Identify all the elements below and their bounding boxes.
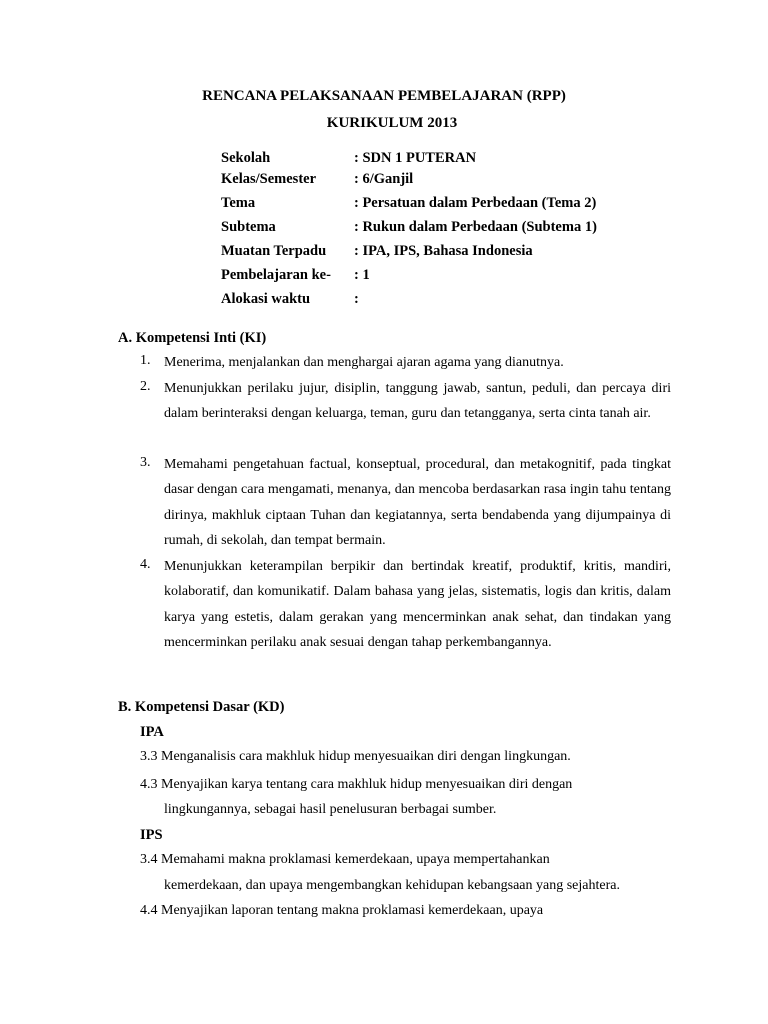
- ki-item-number: 3.: [140, 455, 151, 470]
- subject-label-ipa: IPA: [140, 724, 164, 740]
- identity-value-muatan: : IPA, IPS, Bahasa Indonesia: [354, 243, 533, 259]
- identity-label-kelas: Kelas/Semester: [221, 171, 317, 187]
- ki-item-text: Menunjukkan keterampilan berpikir dan bertindak kreatif, produktif, kritis, mandiri, kolaboratif, dan komunikatif. Dalam bahasa yang jelas, sistematis, logis dan kritis, dalam karya yang estetis, dalam gerakan yang mencerminkan anak sehat, dan tindakan yang mencerminkan perilaku anak sesuai dengan tahap perkembangannya.: [164, 559, 671, 650]
- identity-label-pembelajaran: Pembelajaran ke-: [221, 267, 331, 283]
- kd-item-text: 3.4 Memahami makna proklamasi kemerdekaan, upaya mempertahankan: [140, 852, 550, 867]
- identity-value-alokasi: :: [354, 291, 359, 307]
- document-subtitle: KURIKULUM 2013: [326, 115, 458, 131]
- section-heading-ki: A. Kompetensi Inti (KI): [118, 330, 267, 346]
- kd-item-text: 3.3 Menganalisis cara makhluk hidup menyesuaikan diri dengan lingkungan.: [140, 749, 571, 764]
- kd-item-text: 4.4 Menyajikan laporan tentang makna proklamasi kemerdekaan, upaya: [140, 903, 544, 918]
- kd-item-continuation: lingkungannya, sebagai hasil penelusuran berbagai sumber.: [164, 802, 497, 817]
- identity-value-subtema: : Rukun dalam Perbedaan (Subtema 1): [354, 219, 597, 235]
- identity-label-muatan: Muatan Terpadu: [221, 243, 327, 259]
- ki-item-number: 1.: [140, 353, 151, 368]
- identity-value-kelas: : 6/Ganjil: [354, 171, 414, 187]
- identity-value-sekolah: : SDN 1 PUTERAN: [354, 150, 477, 166]
- section-heading-kd: B. Kompetensi Dasar (KD): [118, 699, 285, 715]
- kd-item-text: 4.3 Menyajikan karya tentang cara makhluk hidup menyesuaikan diri dengan: [140, 777, 573, 792]
- identity-value-tema: : Persatuan dalam Perbedaan (Tema 2): [354, 195, 597, 211]
- ki-item-number: 4.: [140, 557, 151, 572]
- ki-item-number: 2.: [140, 379, 151, 394]
- identity-label-sekolah: Sekolah: [221, 150, 271, 166]
- identity-value-pembelajaran: : 1: [354, 267, 370, 283]
- kd-item-continuation: kemerdekaan, dan upaya mengembangkan kehidupan kebangsaan yang sejahtera.: [164, 878, 620, 893]
- subject-label-ips: IPS: [140, 827, 163, 843]
- ki-item-text: Menunjukkan perilaku jujur, disiplin, tanggung jawab, santun, peduli, dan percaya diri dalam berinteraksi dengan keluarga, teman, guru dan tetangganya, serta cinta tanah air.: [164, 381, 671, 422]
- ki-item-text: Menerima, menjalankan dan menghargai ajaran agama yang dianutnya.: [164, 355, 564, 370]
- identity-label-subtema: Subtema: [221, 219, 276, 235]
- identity-label-alokasi: Alokasi waktu: [221, 291, 311, 307]
- document-title: RENCANA PELAKSANAAN PEMBELAJARAN (RPP): [202, 88, 566, 104]
- identity-label-tema: Tema: [221, 195, 256, 211]
- ki-item-text: Memahami pengetahuan factual, konseptual, procedural, dan metakognitif, pada tingkat dasar dengan cara mengamati, menanya, dan mencoba berdasarkan rasa ingin tahu tentang dirinya, makhluk ciptaan Tuhan dan kegiatannya, serta bendabenda yang dijumpainya di rumah, di sekolah, dan tempat bermain.: [164, 457, 671, 548]
